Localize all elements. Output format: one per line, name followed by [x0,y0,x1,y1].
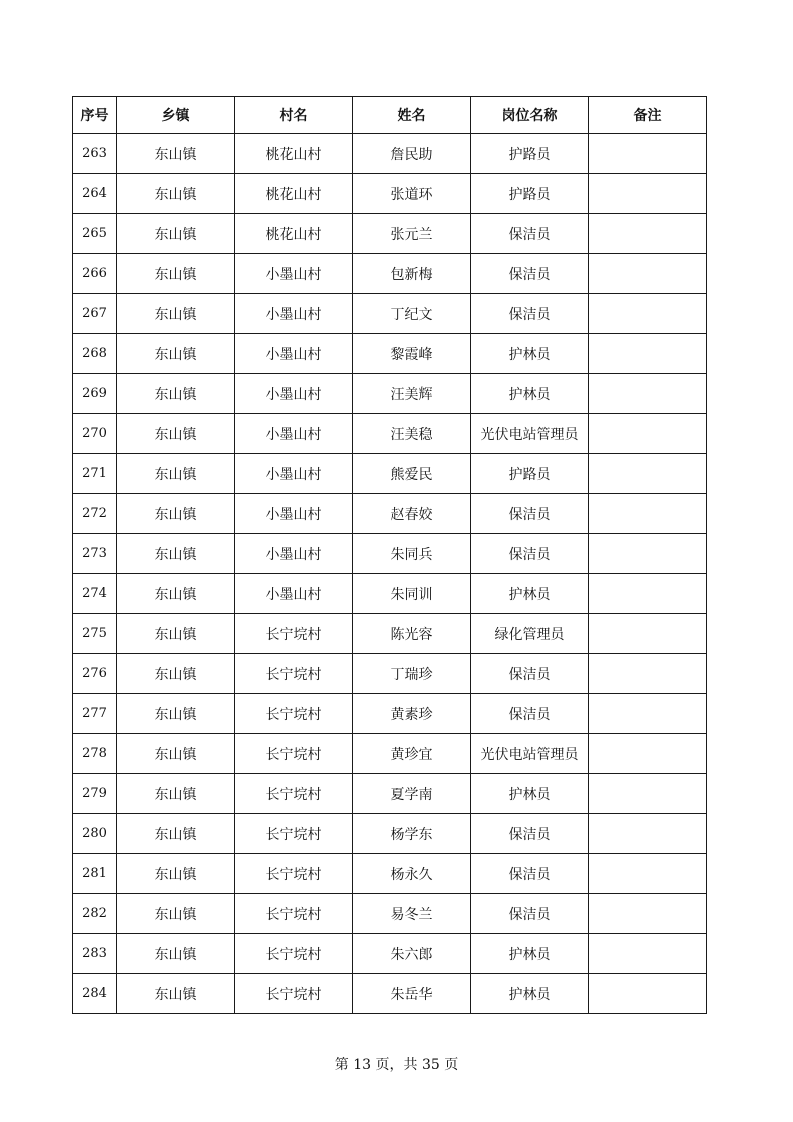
cell-name: 朱六郎 [353,934,471,974]
table-row [73,334,707,374]
cell-position: 保洁员 [471,494,589,534]
cell-town: 东山镇 [117,654,235,694]
header-town: 乡镇 [117,97,235,134]
cell-village: 长宁垸村 [235,854,353,894]
cell-serial: 274 [73,574,117,614]
cell-serial: 264 [73,174,117,214]
table-row [73,974,707,1014]
table-row [73,414,707,454]
cell-remarks [589,174,707,214]
cell-village: 桃花山村 [235,174,353,214]
cell-position: 护林员 [471,334,589,374]
header-position: 岗位名称 [471,97,589,134]
cell-name: 张元兰 [353,214,471,254]
table-row [73,734,707,774]
cell-remarks [589,334,707,374]
cell-position: 绿化管理员 [471,614,589,654]
cell-serial: 270 [73,414,117,454]
cell-serial: 283 [73,934,117,974]
cell-position: 护林员 [471,974,589,1014]
cell-position: 保洁员 [471,814,589,854]
cell-village: 小墨山村 [235,294,353,334]
cell-serial: 268 [73,334,117,374]
cell-remarks [589,694,707,734]
cell-town: 东山镇 [117,734,235,774]
cell-remarks [589,214,707,254]
header-village: 村名 [235,97,353,134]
cell-serial: 281 [73,854,117,894]
cell-serial: 267 [73,294,117,334]
cell-town: 东山镇 [117,494,235,534]
table-row [73,654,707,694]
cell-town: 东山镇 [117,214,235,254]
cell-name: 汪美稳 [353,414,471,454]
cell-town: 东山镇 [117,334,235,374]
cell-name: 丁瑞珍 [353,654,471,694]
cell-position: 护路员 [471,454,589,494]
cell-remarks [589,454,707,494]
cell-village: 长宁垸村 [235,974,353,1014]
cell-name: 詹民助 [353,134,471,174]
cell-position: 保洁员 [471,854,589,894]
cell-remarks [589,494,707,534]
cell-remarks [589,294,707,334]
cell-village: 桃花山村 [235,134,353,174]
table-row [73,894,707,934]
table-header [73,97,707,134]
table-body [73,134,707,1014]
cell-village: 小墨山村 [235,254,353,294]
cell-town: 东山镇 [117,374,235,414]
page-number: 第 13 页，共 35 页 [334,1057,459,1073]
table-row [73,494,707,534]
cell-serial: 276 [73,654,117,694]
header-name: 姓名 [353,97,471,134]
table-row [73,574,707,614]
cell-village: 长宁垸村 [235,814,353,854]
table-row [73,454,707,494]
table-row [73,534,707,574]
table-row [73,374,707,414]
cell-village: 小墨山村 [235,374,353,414]
cell-remarks [589,854,707,894]
cell-remarks [589,814,707,854]
cell-town: 东山镇 [117,974,235,1014]
cell-remarks [589,734,707,774]
cell-name: 黎霞峰 [353,334,471,374]
cell-position: 护林员 [471,934,589,974]
cell-remarks [589,974,707,1014]
cell-position: 保洁员 [471,694,589,734]
cell-remarks [589,654,707,694]
cell-name: 黄珍宜 [353,734,471,774]
cell-name: 黄素珍 [353,694,471,734]
cell-village: 长宁垸村 [235,894,353,934]
cell-serial: 263 [73,134,117,174]
cell-name: 陈光容 [353,614,471,654]
cell-name: 朱同兵 [353,534,471,574]
cell-village: 小墨山村 [235,534,353,574]
table-row [73,614,707,654]
cell-position: 护路员 [471,174,589,214]
table-row [73,934,707,974]
cell-name: 赵春姣 [353,494,471,534]
cell-remarks [589,534,707,574]
cell-town: 东山镇 [117,774,235,814]
cell-serial: 273 [73,534,117,574]
cell-name: 汪美辉 [353,374,471,414]
cell-village: 长宁垸村 [235,654,353,694]
cell-name: 张道环 [353,174,471,214]
table-row [73,774,707,814]
cell-position: 保洁员 [471,894,589,934]
cell-town: 东山镇 [117,294,235,334]
cell-village: 小墨山村 [235,414,353,454]
cell-town: 东山镇 [117,934,235,974]
cell-remarks [589,894,707,934]
table-row [73,214,707,254]
cell-remarks [589,414,707,454]
cell-position: 保洁员 [471,534,589,574]
cell-town: 东山镇 [117,614,235,654]
cell-name: 杨学东 [353,814,471,854]
cell-village: 小墨山村 [235,454,353,494]
cell-town: 东山镇 [117,574,235,614]
cell-serial: 280 [73,814,117,854]
cell-serial: 282 [73,894,117,934]
cell-position: 护林员 [471,374,589,414]
cell-village: 长宁垸村 [235,734,353,774]
cell-position: 护林员 [471,774,589,814]
cell-town: 东山镇 [117,414,235,454]
cell-remarks [589,934,707,974]
cell-village: 小墨山村 [235,494,353,534]
cell-name: 丁纪文 [353,294,471,334]
cell-village: 长宁垸村 [235,694,353,734]
cell-town: 东山镇 [117,454,235,494]
header-serial: 序号 [73,97,117,134]
cell-town: 东山镇 [117,694,235,734]
cell-position: 保洁员 [471,654,589,694]
cell-remarks [589,774,707,814]
cell-remarks [589,254,707,294]
cell-remarks [589,574,707,614]
cell-town: 东山镇 [117,134,235,174]
cell-town: 东山镇 [117,534,235,574]
cell-serial: 272 [73,494,117,534]
cell-village: 桃花山村 [235,214,353,254]
cell-town: 东山镇 [117,174,235,214]
cell-remarks [589,614,707,654]
table-row [73,134,707,174]
header-row [73,97,707,134]
cell-village: 长宁垸村 [235,614,353,654]
cell-position: 护路员 [471,134,589,174]
table-row [73,854,707,894]
cell-position: 光伏电站管理员 [471,414,589,454]
table-row [73,294,707,334]
cell-village: 长宁垸村 [235,934,353,974]
header-remarks: 备注 [589,97,707,134]
cell-position: 光伏电站管理员 [471,734,589,774]
cell-serial: 277 [73,694,117,734]
table-row [73,814,707,854]
cell-name: 包新梅 [353,254,471,294]
cell-name: 朱同训 [353,574,471,614]
cell-village: 小墨山村 [235,574,353,614]
cell-serial: 284 [73,974,117,1014]
cell-serial: 275 [73,614,117,654]
cell-name: 易冬兰 [353,894,471,934]
cell-serial: 278 [73,734,117,774]
cell-village: 小墨山村 [235,334,353,374]
cell-serial: 266 [73,254,117,294]
cell-name: 杨永久 [353,854,471,894]
cell-serial: 279 [73,774,117,814]
cell-town: 东山镇 [117,854,235,894]
cell-position: 保洁员 [471,214,589,254]
cell-name: 夏学南 [353,774,471,814]
cell-serial: 269 [73,374,117,414]
cell-town: 东山镇 [117,814,235,854]
cell-name: 朱岳华 [353,974,471,1014]
personnel-table [72,96,707,1014]
cell-serial: 265 [73,214,117,254]
cell-town: 东山镇 [117,254,235,294]
cell-position: 护林员 [471,574,589,614]
table-row [73,694,707,734]
cell-position: 保洁员 [471,294,589,334]
cell-town: 东山镇 [117,894,235,934]
cell-village: 长宁垸村 [235,774,353,814]
cell-position: 保洁员 [471,254,589,294]
table-row [73,254,707,294]
cell-serial: 271 [73,454,117,494]
cell-name: 熊爱民 [353,454,471,494]
cell-remarks [589,374,707,414]
cell-remarks [589,134,707,174]
table-row [73,174,707,214]
